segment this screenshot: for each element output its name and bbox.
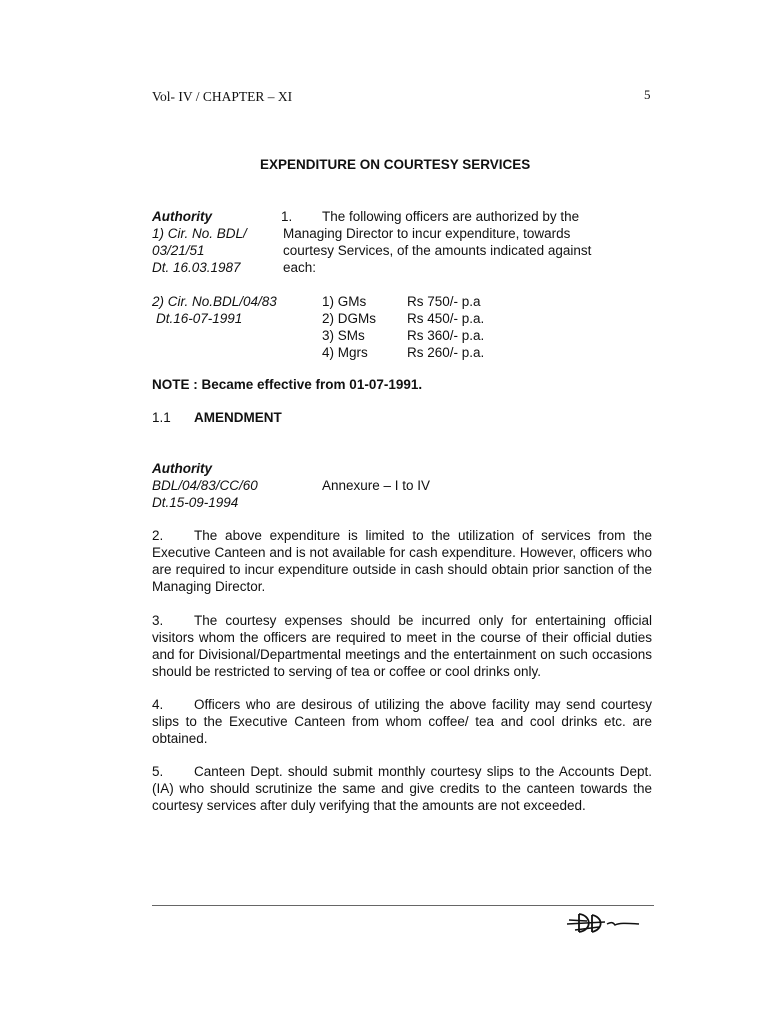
paragraph-5 [152, 763, 652, 814]
signature-icon [565, 910, 641, 941]
officer-cell: 1) GMs [322, 294, 367, 309]
paragraph-number: 4. [152, 697, 164, 712]
page-number: 5 [644, 87, 651, 102]
paragraph-text: The courtesy expenses should be incurred only for entertaining official visitors whom the officers are required to meet in the course of their official duties and for Divisional/Departmental meetings and the entertainment on such occasions should be restricted to serving of tea or coffee or cool drinks only. [152, 613, 652, 679]
authority-block-3 [152, 460, 258, 511]
table-row [322, 310, 484, 327]
amount-cell: Rs 360/- p.a. [407, 328, 485, 343]
authority-ref: Dt. 16.03.1987 [152, 260, 241, 275]
authority-ref: 03/21/51 [152, 243, 205, 258]
para-1-line: Managing Director to incur expenditure, towards [283, 226, 571, 241]
authority-ref: Dt.16-07-1991 [156, 311, 243, 326]
paragraph-number: 2. [152, 528, 164, 543]
paragraph-text: The above expenditure is limited to the utilization of services from the Executive Canteen and is not available for cash expenditure. However, officers who are required to incur expenditure outside in cash should obtain prior sanction of the Managing Director. [152, 528, 652, 594]
amount-cell: Rs 450/- p.a. [407, 311, 485, 326]
authority-heading: Authority [152, 461, 212, 476]
authority-block-2 [152, 293, 277, 327]
amendment-heading: AMENDMENT [194, 410, 282, 425]
officer-cell: 2) DGMs [322, 311, 376, 326]
officer-cell: 4) Mgrs [322, 345, 368, 360]
amount-cell: Rs 750/- p.a [407, 294, 481, 309]
paragraph-4 [152, 696, 652, 747]
paragraph-number: 3. [152, 613, 164, 628]
amount-cell: Rs 260/- p.a. [407, 345, 485, 360]
effective-note: NOTE : Became effective from 01-07-1991. [152, 377, 423, 392]
page-title: EXPENDITURE ON COURTESY SERVICES [260, 157, 531, 172]
para-1-line: courtesy Services, of the amounts indicated against [283, 243, 592, 258]
para-1-text [283, 208, 591, 276]
table-row [322, 344, 484, 361]
authority-ref: Dt.15-09-1994 [152, 495, 239, 510]
paragraph-text: Canteen Dept. should submit monthly courtesy slips to the Accounts Dept. (IA) who should scrutinize the same and give credits to the canteen towards the courtesy services after duly verifying that the amounts are not exceeded. [152, 764, 652, 813]
paragraph-3 [152, 612, 652, 680]
para-number-1: 1. [281, 209, 293, 224]
footer-rule [152, 905, 654, 906]
para-1-line: The following officers are authorized by the [322, 209, 580, 224]
amendment-number: 1.1 [152, 410, 171, 425]
authority-ref: 2) Cir. No.BDL/04/83 [152, 294, 277, 309]
allowance-table [322, 293, 484, 361]
table-row [322, 293, 484, 310]
annexure-reference: Annexure – I to IV [322, 478, 431, 493]
paragraph-text: Officers who are desirous of utilizing the above facility may send courtesy slips to the Executive Canteen from whom coffee/ tea and cool drinks etc. are obtained. [152, 697, 652, 746]
para-1-line: each: [283, 260, 317, 275]
authority-ref: 1) Cir. No. BDL/ [152, 226, 247, 241]
paragraph-number: 5. [152, 764, 164, 779]
officer-cell: 3) SMs [322, 328, 365, 343]
table-row [322, 327, 484, 344]
authority-block-1 [152, 208, 247, 276]
authority-ref: BDL/04/83/CC/60 [152, 478, 258, 493]
header-chapter: Vol- IV / CHAPTER – XI [152, 89, 293, 104]
authority-heading: Authority [152, 209, 212, 224]
paragraph-2 [152, 527, 652, 595]
